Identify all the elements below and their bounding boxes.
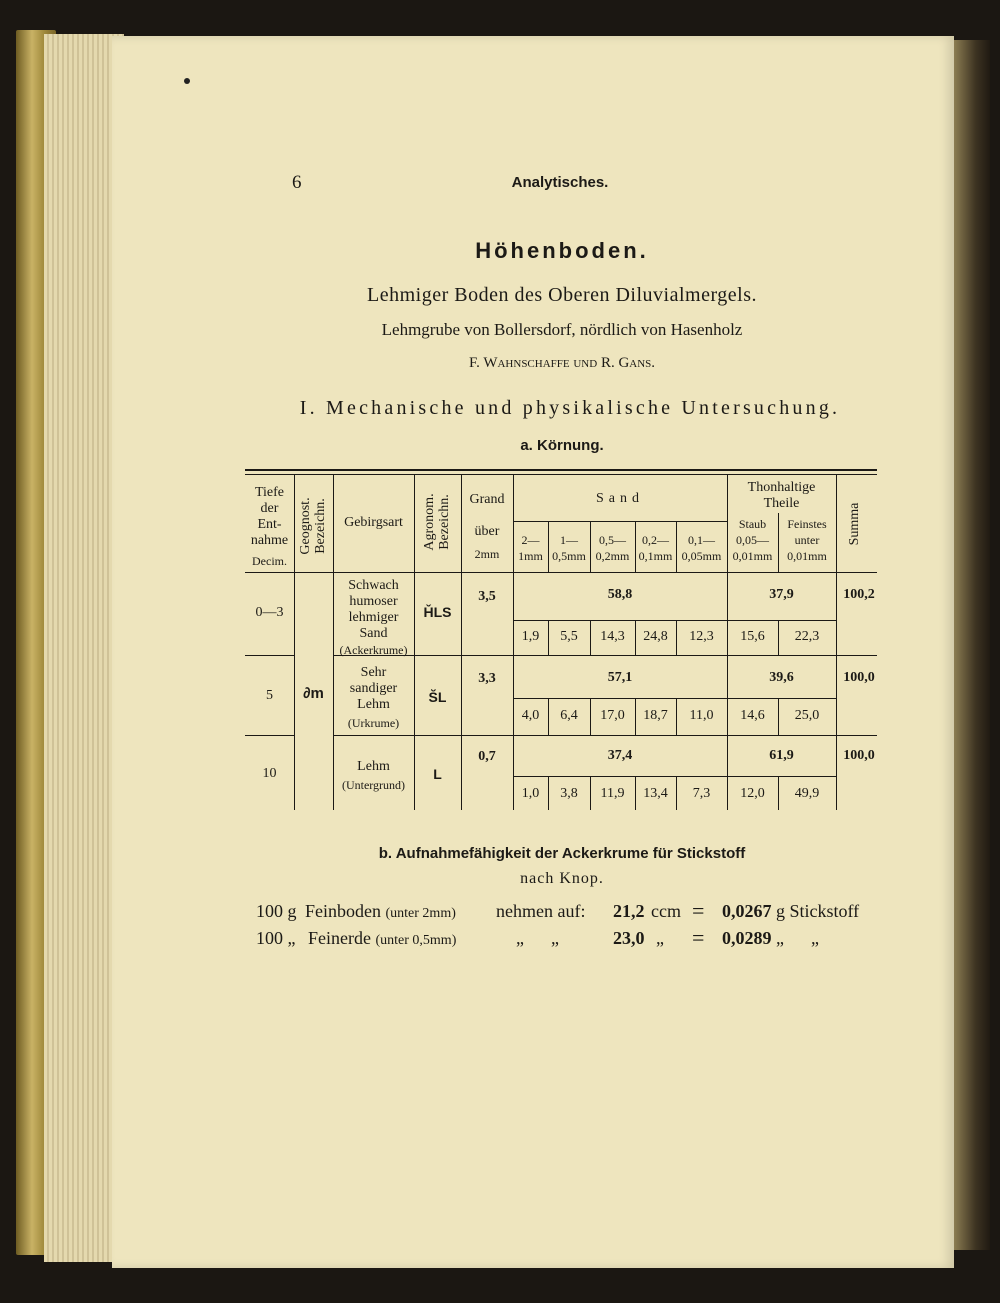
row-gebirgsart: Lehm (Untergrund)	[341, 759, 406, 792]
row-sand-value: 1,9	[521, 629, 540, 644]
row-sand-total: 37,4	[607, 748, 633, 763]
row-agronom: ȞLS	[423, 604, 452, 620]
header-sand: Sand	[596, 491, 644, 506]
result-line: 100 „ Feinerde (unter 0,5mm)	[256, 928, 457, 948]
header-tiefe: Tiefe der Ent- nahme Decim.	[250, 485, 289, 568]
header-thon: Thonhaltige Theile	[747, 480, 816, 511]
row-sand-value: 3,8	[560, 786, 578, 801]
row-sand-value: 13,4	[643, 786, 668, 801]
row-summa: 100,0	[843, 748, 875, 763]
row-grand: 0,7	[478, 749, 496, 764]
header-sand-col-5: 0,1— 0,05mm	[681, 533, 722, 563]
header-thon-col-1: Staub 0,05— 0,01mm	[732, 517, 773, 563]
header-thon-col-2: Feinstes unter 0,01mm	[787, 517, 827, 563]
result-line-tail: g Stickstoff	[776, 901, 860, 921]
section-heading: I. Mechanische und physikalische Untersuchung.	[299, 397, 841, 419]
row-thon-value: 15,6	[740, 629, 765, 644]
row-sand-value: 18,7	[643, 708, 668, 723]
row-thon-total: 61,9	[769, 748, 794, 763]
location: Lehmgrube von Bollersdorf, nördlich von Hasenholz	[381, 320, 743, 339]
row-sand-value: 5,5	[560, 629, 578, 644]
row-tiefe: 5	[266, 688, 273, 703]
result-line-result: 0,0289	[722, 928, 772, 948]
row-sand-value: 1,0	[521, 786, 540, 801]
row-tiefe: 0—3	[255, 605, 284, 620]
row-sand-total: 58,8	[607, 587, 633, 602]
method-note: nach Knop.	[520, 870, 604, 887]
row-sand-value: 24,8	[643, 629, 668, 644]
result-line-unit: ccm	[651, 901, 681, 921]
result-line-verb: „ „	[516, 928, 559, 948]
row-sand-total: 57,1	[607, 670, 633, 685]
row-thon-value: 22,3	[794, 629, 820, 644]
row-thon-value: 25,0	[794, 708, 820, 723]
row-summa: 100,0	[843, 670, 875, 685]
header-geognost: Geognost. Bezeichn.	[298, 497, 328, 555]
result-line-tail: „ „	[776, 928, 819, 948]
geognost-value: ∂m	[303, 685, 324, 702]
row-sand-value: 6,4	[560, 708, 578, 723]
row-thon-total: 39,6	[769, 670, 794, 685]
result-line-result: 0,0267	[722, 901, 772, 921]
result-line: 100 g Feinboden (unter 2mm)	[256, 901, 456, 921]
row-gebirgsart: Sehr sandiger Lehm (Urkrume)	[347, 665, 400, 730]
header-sand-col-1: 2— 1mm	[518, 533, 543, 563]
result-line-eq: =	[692, 925, 705, 950]
authors: F. Wahnschaffe und R. Gans.	[468, 355, 656, 371]
row-thon-value: 12,0	[740, 786, 765, 801]
row-sand-value: 14,3	[600, 629, 625, 644]
header-agronom: Agronom. Bezeichn.	[422, 493, 452, 551]
result-line-value: 23,0	[613, 928, 645, 948]
book-gutter	[954, 40, 990, 1250]
row-sand-value: 7,3	[692, 786, 711, 801]
row-grand: 3,3	[478, 671, 496, 686]
header-summa: Summa	[847, 502, 862, 546]
page-number: 6	[292, 172, 302, 193]
row-thon-value: 14,6	[740, 708, 765, 723]
header-grand: Grand über 2mm	[469, 492, 505, 561]
row-grand: 3,5	[478, 589, 496, 604]
header-sand-col-3: 0,5— 0,2mm	[595, 533, 630, 563]
row-sand-value: 11,0	[689, 708, 714, 723]
ink-dot	[184, 78, 190, 84]
row-sand-value: 17,0	[600, 708, 625, 723]
header-sand-col-4: 0,2— 0,1mm	[638, 533, 673, 563]
page-title: Höhenboden.	[475, 238, 649, 263]
row-gebirgsart: Schwach humoser lehmiger Sand (Ackerkrume)	[339, 578, 408, 657]
row-sand-value: 11,9	[600, 786, 625, 801]
row-agronom: L	[433, 766, 442, 782]
header-sand-col-2: 1— 0,5mm	[552, 533, 586, 563]
row-thon-total: 37,9	[769, 587, 794, 602]
row-agronom: S̆L	[428, 689, 447, 705]
row-sand-value: 4,0	[521, 708, 540, 723]
result-line-eq: =	[692, 898, 705, 923]
running-title: Analytisches.	[511, 174, 609, 191]
header-gebirgsart: Gebirgsart	[344, 515, 403, 530]
subsection-b: b. Aufnahmefähigkeit der Ackerkrume für Stickstoff	[378, 845, 746, 862]
subtitle: Lehmiger Boden des Oberen Diluvialmergels.	[367, 284, 757, 306]
row-thon-value: 49,9	[794, 786, 820, 801]
result-line-verb: nehmen auf:	[496, 901, 586, 921]
result-line-value: 21,2	[613, 901, 645, 921]
row-summa: 100,2	[843, 587, 875, 602]
page	[112, 36, 954, 1268]
result-line-unit: „	[656, 928, 664, 948]
subsection-a: a. Körnung.	[520, 437, 604, 454]
row-sand-value: 12,3	[689, 629, 714, 644]
row-tiefe: 10	[262, 766, 277, 781]
